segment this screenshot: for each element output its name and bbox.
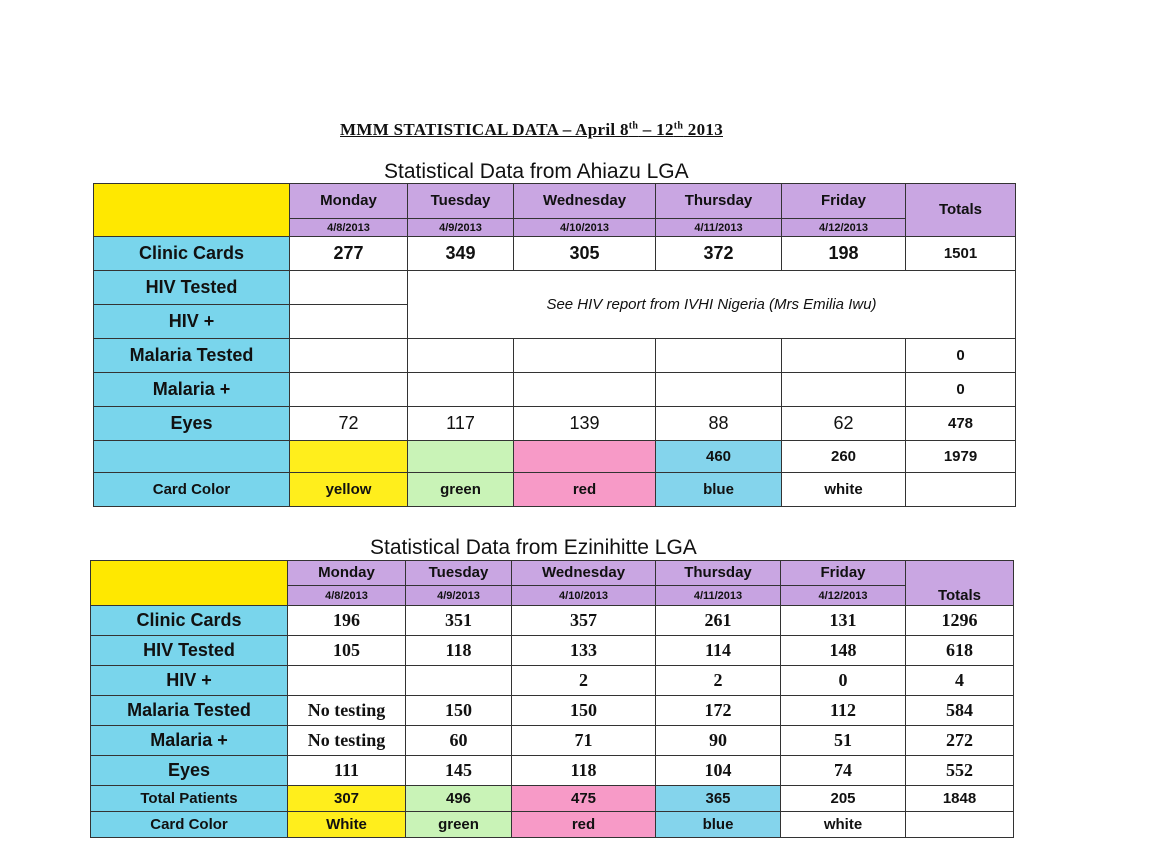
cell-value: 351 — [406, 606, 512, 636]
cell-value: 117 — [408, 407, 514, 441]
cell-value: 475 — [512, 786, 656, 812]
day-header: Wednesday — [512, 561, 656, 586]
cell-value: 260 — [782, 441, 906, 473]
cell-value — [514, 373, 656, 407]
row-total: 618 — [906, 636, 1014, 666]
row-label-clinic-cards: Clinic Cards — [94, 237, 290, 271]
cell-value: 112 — [781, 696, 906, 726]
card-color-cell: blue — [656, 473, 782, 507]
cell-value: 111 — [288, 756, 406, 786]
row-total: 1296 — [906, 606, 1014, 636]
day-header: Thursday — [656, 184, 782, 219]
cell-value — [290, 339, 408, 373]
cell-value: 261 — [656, 606, 781, 636]
cell-value: 0 — [781, 666, 906, 696]
ezinihitte-table — [90, 560, 1014, 838]
card-color-cell: White — [288, 812, 406, 838]
row-total: 0 — [906, 339, 1016, 373]
row-label-hiv-positive: HIV + — [94, 305, 290, 339]
day-header: Friday — [782, 184, 906, 219]
cell-value: No testing — [288, 726, 406, 756]
row-label-malaria-tested: Malaria Tested — [91, 696, 288, 726]
day-header: Tuesday — [408, 184, 514, 219]
cell-value — [782, 373, 906, 407]
cell-value: 105 — [288, 636, 406, 666]
cell-value — [514, 339, 656, 373]
cell-value: 72 — [290, 407, 408, 441]
cell-value: 131 — [781, 606, 906, 636]
row-label-malaria-positive: Malaria + — [91, 726, 288, 756]
cell-value: No testing — [288, 696, 406, 726]
cell-value: 2 — [656, 666, 781, 696]
hiv-report-note: See HIV report from IVHI Nigeria (Mrs Emilia Iwu) — [408, 271, 1016, 339]
row-total: 4 — [906, 666, 1014, 696]
date-header: 4/10/2013 — [512, 586, 656, 606]
date-header: 4/12/2013 — [781, 586, 906, 606]
totals-header: Totals — [906, 184, 1016, 237]
card-color-cell: green — [406, 812, 512, 838]
row-total: 272 — [906, 726, 1014, 756]
cell-value: 139 — [514, 407, 656, 441]
cell-value — [514, 441, 656, 473]
date-header: 4/9/2013 — [408, 219, 514, 237]
totals-header: Totals — [906, 561, 1014, 606]
row-total: 584 — [906, 696, 1014, 726]
cell-value: 74 — [781, 756, 906, 786]
cell-value: 198 — [782, 237, 906, 271]
row-label-malaria-positive: Malaria + — [94, 373, 290, 407]
cell-value: 277 — [290, 237, 408, 271]
day-header: Thursday — [656, 561, 781, 586]
cell-value: 133 — [512, 636, 656, 666]
cell-value: 118 — [406, 636, 512, 666]
row-label-hiv-tested: HIV Tested — [94, 271, 290, 305]
row-total: 552 — [906, 756, 1014, 786]
ezinihitte-section-title: Statistical Data from Ezinihitte LGA — [370, 536, 697, 559]
cell-value: 104 — [656, 756, 781, 786]
cell-value: 307 — [288, 786, 406, 812]
ahiazu-section-title: Statistical Data from Ahiazu LGA — [384, 160, 689, 183]
cell-value: 305 — [514, 237, 656, 271]
cell-value — [290, 441, 408, 473]
row-total — [906, 812, 1014, 838]
cell-value — [408, 339, 514, 373]
row-total — [906, 473, 1016, 507]
cell-value: 88 — [656, 407, 782, 441]
corner-cell — [94, 184, 290, 237]
cell-value — [290, 271, 408, 305]
row-total: 478 — [906, 407, 1016, 441]
day-header: Tuesday — [406, 561, 512, 586]
row-label-malaria-tested: Malaria Tested — [94, 339, 290, 373]
row-label-eyes: Eyes — [91, 756, 288, 786]
cell-value — [656, 339, 782, 373]
corner-cell — [91, 561, 288, 606]
row-label-total-patients — [94, 441, 290, 473]
row-total: 1501 — [906, 237, 1016, 271]
row-label-eyes: Eyes — [94, 407, 290, 441]
cell-value: 372 — [656, 237, 782, 271]
date-header: 4/9/2013 — [406, 586, 512, 606]
cell-value: 460 — [656, 441, 782, 473]
row-label-clinic-cards: Clinic Cards — [91, 606, 288, 636]
date-header: 4/10/2013 — [514, 219, 656, 237]
cell-value: 90 — [656, 726, 781, 756]
cell-value: 62 — [782, 407, 906, 441]
row-total: 1979 — [906, 441, 1016, 473]
card-color-cell: white — [781, 812, 906, 838]
cell-value: 2 — [512, 666, 656, 696]
date-header: 4/11/2013 — [656, 586, 781, 606]
cell-value — [290, 373, 408, 407]
date-header: 4/8/2013 — [288, 586, 406, 606]
row-total: 1848 — [906, 786, 1014, 812]
cell-value: 349 — [408, 237, 514, 271]
cell-value: 196 — [288, 606, 406, 636]
row-total: 0 — [906, 373, 1016, 407]
cell-value — [408, 441, 514, 473]
cell-value: 496 — [406, 786, 512, 812]
card-color-cell: red — [514, 473, 656, 507]
day-header: Monday — [290, 184, 408, 219]
date-header: 4/11/2013 — [656, 219, 782, 237]
card-color-cell: blue — [656, 812, 781, 838]
day-header: Monday — [288, 561, 406, 586]
cell-value — [406, 666, 512, 696]
cell-value — [782, 339, 906, 373]
cell-value: 118 — [512, 756, 656, 786]
cell-value: 71 — [512, 726, 656, 756]
card-color-cell: green — [408, 473, 514, 507]
card-color-cell: red — [512, 812, 656, 838]
card-color-cell: white — [782, 473, 906, 507]
day-header: Wednesday — [514, 184, 656, 219]
row-label-hiv-tested: HIV Tested — [91, 636, 288, 666]
cell-value: 365 — [656, 786, 781, 812]
cell-value — [656, 373, 782, 407]
row-label-total-patients: Total Patients — [91, 786, 288, 812]
date-header: 4/12/2013 — [782, 219, 906, 237]
day-header: Friday — [781, 561, 906, 586]
cell-value: 205 — [781, 786, 906, 812]
row-label-card-color: Card Color — [91, 812, 288, 838]
ahiazu-table — [93, 183, 1016, 507]
row-label-card-color: Card Color — [94, 473, 290, 507]
cell-value: 51 — [781, 726, 906, 756]
cell-value: 148 — [781, 636, 906, 666]
row-label-hiv-positive: HIV + — [91, 666, 288, 696]
page-title: MMM STATISTICAL DATA – April 8th – 12th 2013 — [340, 120, 723, 139]
cell-value: 60 — [406, 726, 512, 756]
cell-value: 357 — [512, 606, 656, 636]
cell-value — [408, 373, 514, 407]
cell-value: 150 — [512, 696, 656, 726]
cell-value: 145 — [406, 756, 512, 786]
date-header: 4/8/2013 — [290, 219, 408, 237]
cell-value — [290, 305, 408, 339]
card-color-cell: yellow — [290, 473, 408, 507]
cell-value: 172 — [656, 696, 781, 726]
cell-value: 150 — [406, 696, 512, 726]
cell-value — [288, 666, 406, 696]
cell-value: 114 — [656, 636, 781, 666]
